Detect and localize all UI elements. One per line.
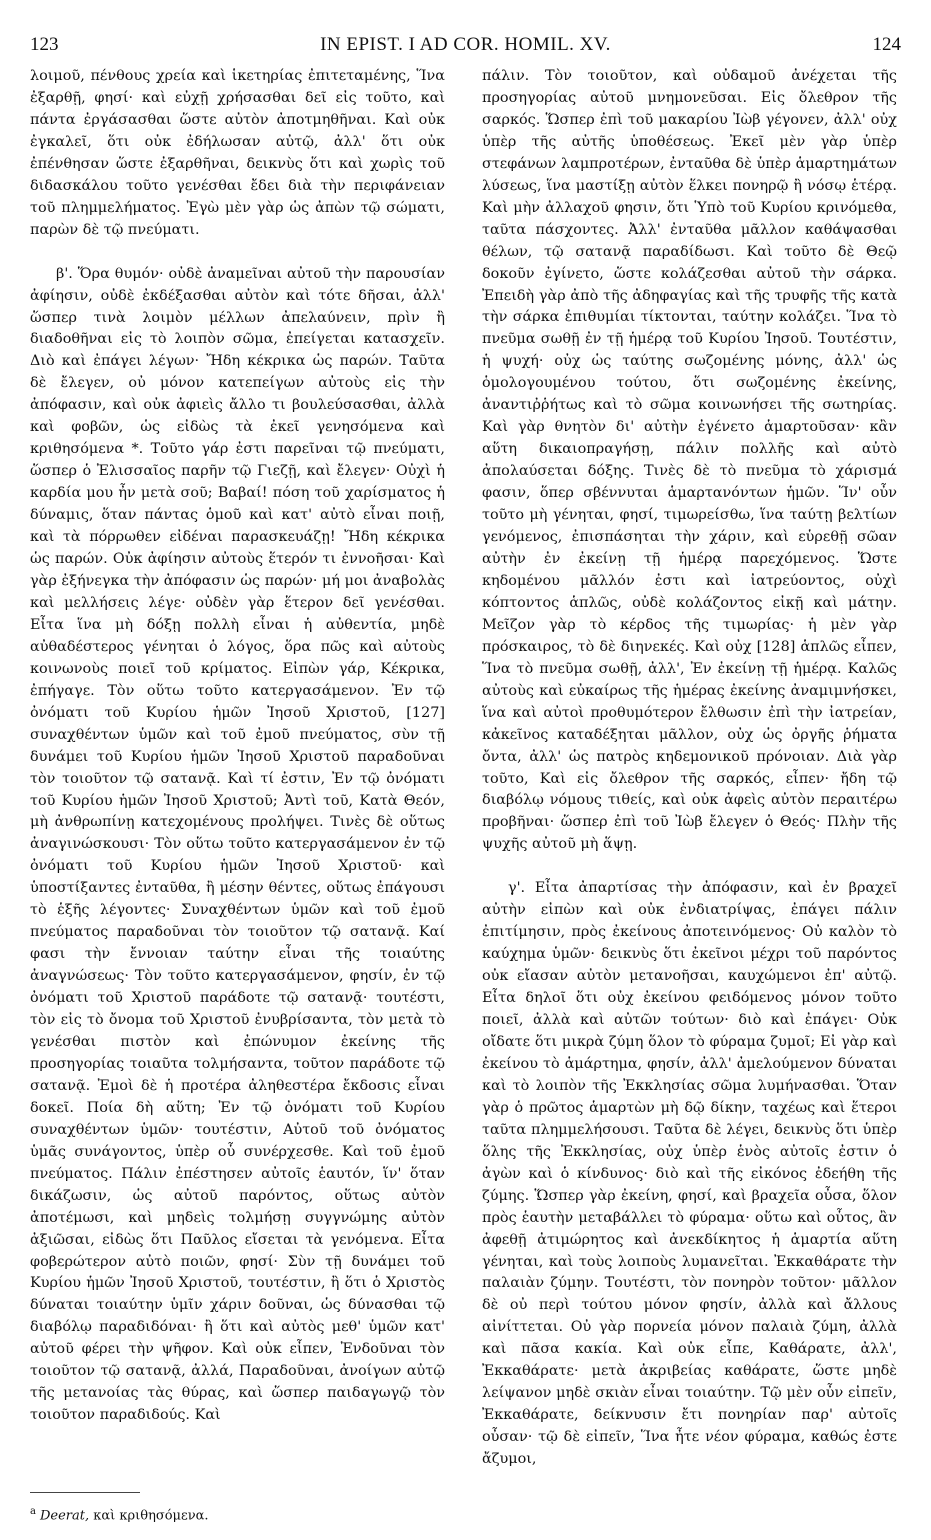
page-number-left: 123 xyxy=(30,34,59,55)
section-paragraph-b: β'. Ὅρα θυμόν· οὐδὲ ἀναμεῖναι αὐτοῦ τὴν παρουσίαν ἀφίησιν, οὐδὲ ἐκδέξασθαι αὐτὸν καὶ τότε δῆσαι, ἀλλ' ὥσπερ τινὰ λοιμὸν μέλλων ἀπελαύνειν, πρὶν ἢ διαδοθῆναι εἰς τὸ λοιπὸν σῶμα, ἐπείγεται κατασχεῖν. Διὸ καὶ ἐπάγει λέγων· Ἤδη κέκρικα ὡς παρών. Ταῦτα δὲ ἔλεγεν, οὐ μόνον κατεπείγων αὐτοὺς εἰς τὴν ἀπόφασιν, καὶ οὐκ ἀφιεὶς ἄλλο τι βουλεύσασθαι, ἀλλὰ καὶ φοβῶν, ὡς εἰδὼς τὰ ἐκεῖ γενησόμενα καὶ κριθησόμενα *. Τοῦτο γάρ ἐστι παρεῖναι τῷ πνεύματι, ὥσπερ ὁ Ἐλισσαῖος παρῆν τῷ Γιεζῇ, καὶ ἔλεγεν· Οὐχὶ ἡ καρδία μου ἦν μετὰ σοῦ; Βαβαί! πόση τοῦ χαρίσματος ἡ δύναμις, ὅταν πάντας ὁμοῦ καὶ κατ' αὐτὸ εἶναι ποιῇ, καὶ τὰ πόρρωθεν εἰδέναι παρασκευάζῃ! Ἤδη κέκρικα ὡς παρών. Οὐκ ἀφίησιν αὐτοὺς ἕτερόν τι ἐννοῆσαι· Καὶ γὰρ ἐξήνεγκα τὴν ἀπόφασιν ὡς παρών· μή μοι ἀναβολὰς καὶ μελλήσεις λέγε· οὐδὲν γὰρ ἕτερον δεῖ γενέσθαι. Εἶτα ἵνα μὴ δόξῃ πολλὴ εἶναι ἡ αὐθεντία, μηδὲ αὐθαδέστερος γένηται ὁ λόγος, ὅρα πῶς καὶ αὐτοὺς κοινωνοὺς ποιεῖ τοῦ κρίματος. Εἰπὼν γάρ, Κέκρικα, ἐπήγαγε. Τὸν οὕτω τοῦτο κατεργασάμενον. Ἐν τῷ ὀνόματι τοῦ Κυρίου ἡμῶν Ἰησοῦ Χριστοῦ, [127] συναχθέντων ὑμῶν καὶ τοῦ ἐμοῦ πνεύματος, σὺν τῇ δυνάμει τοῦ Κυρίου ἡμῶν Ἰησοῦ Χριστοῦ παραδοῦναι τὸν τοιοῦτον τῷ σατανᾷ. Καὶ τί ἐστιν, Ἐν τῷ ὀνόματι τοῦ Κυρίου ἡμῶν Ἰησοῦ Χριστοῦ; Ἀντὶ τοῦ, Κατὰ Θεόν, μὴ ἀνθρωπίνῃ κατεχομένους προλήψει. Τινὲς δὲ οὕτως ἀναγινώσκουσι· Τὸν οὕτω τοῦτο κατεργασάμενον ἐν τῷ ὀνόματι τοῦ Κυρίου ἡμῶν Ἰησοῦ Χριστοῦ· καὶ ὑποστίξαντες ἐνταῦθα, ἢ μέσην θέντες, οὕτως ἐπάγουσι τὸ ἑξῆς λέγοντες· Συναχθέντων ὑμῶν καὶ τοῦ ἐμοῦ πνεύματος παραδοῦναι τὸν τοιοῦτον τῷ σατανᾷ. Καί φασι τὴν ἔννοιαν ταύτην εἶναι τῆς τοιαύτης ἀναγνώσεως· Τὸν τοῦτο κατεργασάμενον, φησίν, ἐν τῷ ὀνόματι τοῦ Χριστοῦ παράδοτε τῷ σατανᾷ· τουτέστι, τὸν εἰς τὸ ὄνομα τοῦ Χριστοῦ ἐνυβρίσαντα, τὸν μετὰ τὸ γενέσθαι πιστὸν καὶ ἐπώνυμον ἐκείνης τῆς προσηγορίας τοιαῦτα τολμήσαντα, τοῦτον παράδοτε τῷ σατανᾷ. Ἐμοὶ δὲ ἡ προτέρα ἀληθεστέρα ἔκδοσις εἶναι δοκεῖ. Ποία δὴ αὕτη; Ἐν τῷ ὀνόματι τοῦ Κυρίου συναχθέντων ὑμῶν· τουτέστιν, Αὐτοῦ τοῦ ὀνόματος ὑμᾶς συνάγοντος, ὑπὲρ οὗ συνέρχεσθε. Καὶ τοῦ ἐμοῦ πνεύματος. Πάλιν ἐπέστησεν αὐτοῖς ἑαυτόν, ἵν' ὅταν δικάζωσιν, ὡς αὐτοῦ παρόντος, οὕτως αὐτὸν ἀποτέμωσι, καὶ μηδεὶς τολμήσῃ συγγνώμης αὐτὸν ἀξιῶσαι, εἰδὼς ὅτι Παῦλος εἴσεται τὰ γενόμενα. Εἶτα φοβερώτερον αὐτὸ ποιῶν, φησί· Σὺν τῇ δυνάμει τοῦ Κυρίου ἡμῶν Ἰησοῦ Χριστοῦ, τουτέστιν, ἢ ὅτι ὁ Χριστὸς δύναται τοιαύτην ὑμῖν χάριν δοῦναι, ὡς δύνασθαι τῷ διαβόλῳ παραδιδόναι· ἢ ὅτι καὶ αὐτὸς μεθ' ὑμῶν κατ' αὐτοῦ φέρει τὴν ψῆφον. Καὶ οὐκ εἶπεν, Ἐνδοῦναι τὸν τοιοῦτον τῷ σατανᾷ, ἀλλά, Παραδοῦναι, ἀνοίγων αὐτῷ τῆς μετανοίας τὰς θύρας, καὶ ὥσπερ παιδαγωγῷ τὸν τοιοῦτον παραδιδούς. Καὶ xyxy=(30,265,445,1424)
left-column xyxy=(30,66,445,1427)
footnote xyxy=(30,1503,445,1525)
section-paragraph-g: γ'. Εἶτα ἀπαρτίσας τὴν ἀπόφασιν, καὶ ἐν βραχεῖ αὐτὴν εἰπὼν καὶ οὐκ ἐνδιατρίψας, ἐπάγει πάλιν ἐπιτίμησιν, πρὸς ἐκείνους ἀποτεινόμενος· Οὐ καλὸν τὸ καύχημα ὑμῶν· δεικνὺς ὅτι ἐκεῖνοι μέχρι τοῦ παρόντος οὐκ εἴασαν αὐτὸν μετανοῆσαι, καυχώμενοι ἐπ' αὐτῷ. Εἶτα δηλοῖ ὅτι οὐχ ἐκείνου φειδόμενος μόνον τοῦτο ποιεῖ, ἀλλὰ καὶ αὐτῶν τούτων· διὸ καὶ ἐπάγει· Οὐκ οἴδατε ὅτι μικρὰ ζύμη ὅλον τὸ φύραμα ζυμοῖ; Εἰ γὰρ καὶ ἐκείνου τὸ ἁμάρτημα, φησίν, ἀλλ' ἀμελούμενον δύναται καὶ τὸ λοιπὸν τῆς Ἐκκλησίας σῶμα λυμήνασθαι. Ὅταν γὰρ ὁ πρῶτος ἁμαρτὼν μὴ δῷ δίκην, ταχέως καὶ ἕτεροι ταῦτα πλημμελήσουσι. Ταῦτα δὲ λέγει, δεικνὺς ὅτι ὑπὲρ ὅλης τῆς Ἐκκλησίας, οὐχ ὑπὲρ ἑνὸς αὐτοῖς ἐστιν ὁ ἀγὼν καὶ ὁ κίνδυνος· διὸ καὶ τῆς εἰκόνος ἐδεήθη τῆς ζύμης. Ὥσπερ γὰρ ἐκείνη, φησί, καὶ βραχεῖα οὖσα, ὅλον πρὸς ἑαυτὴν μεταβάλλει τὸ φύραμα· οὕτω καὶ οὗτος, ἂν ἀφεθῇ ἀτιμώρητος καὶ ἀνεκδίκητος ἡ ἁμαρτία αὕτη γένηται, καὶ τοὺς λοιποὺς λυμανεῖται. Ἐκκαθάρατε τὴν παλαιὰν ζύμην. Τουτέστι, τὸν πονηρὸν τοῦτον· μᾶλλον δὲ οὐ περὶ τούτου μόνον φησίν, ἀλλὰ καὶ ἄλλους αἰνίττεται. Οὐ γὰρ πορνεία μόνον παλαιὰ ζύμη, ἀλλὰ καὶ πᾶσα κακία. Καὶ οὐκ εἶπε, Καθάρατε, ἀλλ', Ἐκκαθάρατε· μετὰ ἀκριβείας καθάρατε, ὥστε μηδὲ λείψανον μηδὲ σκιὰν εἶναι τοιαύτην. Τῷ μὲν οὖν εἰπεῖν, Ἐκκαθάρατε, δείκνυσιν ἔτι πονηρίαν παρ' αὐτοῖς οὖσαν· τῷ δὲ εἰπεῖν, Ἵνα ἦτε νέον φύραμα, καθώς ἐστε ἄζυμοι, xyxy=(482,880,897,1468)
paragraph: πάλιν. Τὸν τοιοῦτον, καὶ οὐδαμοῦ ἀνέχεται τῆς προσηγορίας αὐτοῦ μνημονεῦσαι. Εἰς ὄλεθρον τῆς σαρκός. Ὥσπερ ἐπὶ τοῦ μακαρίου Ἰὼβ γέγονεν, ἀλλ' οὐχ ὑπὲρ τῆς αὐτῆς ὑποθέσεως. Ἐκεῖ μὲν γὰρ ὑπὲρ στεφάνων λαμπροτέρων, ἐνταῦθα δὲ ὑπὲρ ἁμαρτημάτων λύσεως, ἵνα μαστίξῃ αὐτὸν ἕλκει πονηρῷ ἢ νόσῳ ἑτέρᾳ. Καὶ μὴν ἀλλαχοῦ φησιν, ὅτι Ὑπὸ τοῦ Κυρίου κρινόμεθα, ταῦτα πάσχοντες. Ἀλλ' ἐνταῦθα μᾶλλον καθάψασθαι θέλων, τῷ σατανᾷ παραδίδωσι. Καὶ τοῦτο δὲ Θεῷ δοκοῦν ἐγίνετο, ὥστε κολάζεσθαι αὐτοῦ τὴν σάρκα. Ἐπειδὴ γὰρ ἀπὸ τῆς ἀδηφαγίας καὶ τῆς τρυφῆς τῆς κατὰ τὴν σάρκα ἐπιθυμίαι τίκτονται, ταύτην κολάζει. Ἵνα τὸ πνεῦμα σωθῇ ἐν τῇ ἡμέρᾳ τοῦ Κυρίου Ἰησοῦ. Τουτέστιν, ἡ ψυχή· οὐχ ὡς ταύτης σωζομένης μόνης, ἀλλ' ὡς ὁμολογουμένου τούτου, ὅτι σωζομένης ἐκείνης, ἀναντιῤῥήτως καὶ τὸ σῶμα κοινωνήσει τῆς σωτηρίας. Καὶ γὰρ θνητὸν δι' αὐτὴν ἐγένετο ἁμαρτοῦσαν· κἂν αὕτη δικαιοπραγήσῃ, πάλιν πολλῆς καὶ αὐτὸ ἀπολαύσεται δόξης. Τινὲς δὲ τὸ πνεῦμα τὸ χάρισμά φασιν, ὅπερ σβέννυται ἁμαρτανόντων ἡμῶν. Ἵν' οὖν τοῦτο μὴ γένηται, φησί, τιμωρείσθω, ἵνα ταύτῃ βελτίων γενόμενος, ἐπισπάσηται τὴν χάριν, καὶ εὑρεθῇ σῶαν αὐτὴν ἐν ἐκείνῃ τῇ ἡμέρᾳ παρεχόμενος. Ὥστε κηδομένου μᾶλλόν ἐστι καὶ ἰατρεύοντος, οὐχὶ κόπτοντος ἁπλῶς, οὐδὲ κολάζοντος εἰκῇ καὶ μάτην. Μεῖζον γὰρ τὸ κέρδος τῆς τιμωρίας· ἡ μὲν γὰρ πρόσκαιρος, τὸ δὲ διηνεκές. Καὶ οὐχ [128] ἁπλῶς εἶπεν, Ἵνα τὸ πνεῦμα σωθῇ, ἀλλ', Ἐν ἐκείνῃ τῇ ἡμέρᾳ. Καλῶς αὐτοὺς καὶ εὐκαίρως τῆς ἡμέρας ἐκείνης ἀναμιμνήσκει, ἵνα καὶ αὐτοὶ προθυμότερον ἔλθωσιν ἐπὶ τὴν ἰατρείαν, κἀκεῖνος καταδέξηται μᾶλλον, οὐχ ὡς ὀργῆς ῥήματα ὄντα, ἀλλ' ὡς πατρὸς κηδεμονικοῦ πρόνοιαν. Διὰ γὰρ τοῦτο, Καὶ εἰς ὄλεθρον τῆς σαρκός, εἶπεν· ἤδη τῷ διαβόλῳ νόμους τιθείς, καὶ οὐκ ἀφεὶς αὐτὸν περαιτέρω προβῆναι· ὥσπερ ἐπὶ τοῦ Ἰὼβ ἔλεγεν ὁ Θεός· Πλὴν τῆς ψυχῆς αὐτοῦ μὴ ἅψῃ. xyxy=(482,68,897,853)
page-number-right: 124 xyxy=(872,34,901,55)
footnote-mark: a xyxy=(30,1506,36,1517)
footnote-text: καὶ κριθησόμενα. xyxy=(89,1508,209,1524)
right-column xyxy=(482,66,897,1471)
footnote-rule xyxy=(30,1492,140,1493)
footnote-lead: Deerat, xyxy=(39,1508,90,1524)
paragraph: λοιμοῦ, πένθους χρεία καὶ ἱκετηρίας ἐπιτεταμένης, Ἵνα ἐξαρθῇ, φησί· καὶ εὐχῇ χρήσασθαι δεῖ εἰς τοῦτο, καὶ πάντα ἐργάσασθαι ὥστε αὐτὸν ἀποτμηθῆναι. Καὶ οὐκ ἐγκαλεῖ, ὅτι οὐκ ἐδήλωσαν αὐτῷ, ἀλλ' ὅτι οὐκ ἐπένθησαν ὥστε ἐξαρθῆναι, δεικνὺς ὅτι καὶ χωρὶς τοῦ διδασκάλου τοῦτο γενέσθαι ἔδει διὰ τὴν περιφάνειαν τοῦ πλημμελήματος. Ἐγὼ μὲν γὰρ ὡς ἀπὼν τῷ σώματι, παρὼν δὲ τῷ πνεύματι. xyxy=(30,68,445,238)
running-header xyxy=(30,30,901,60)
running-title: IN EPIST. I AD COR. HOMIL. XV. xyxy=(320,34,611,55)
